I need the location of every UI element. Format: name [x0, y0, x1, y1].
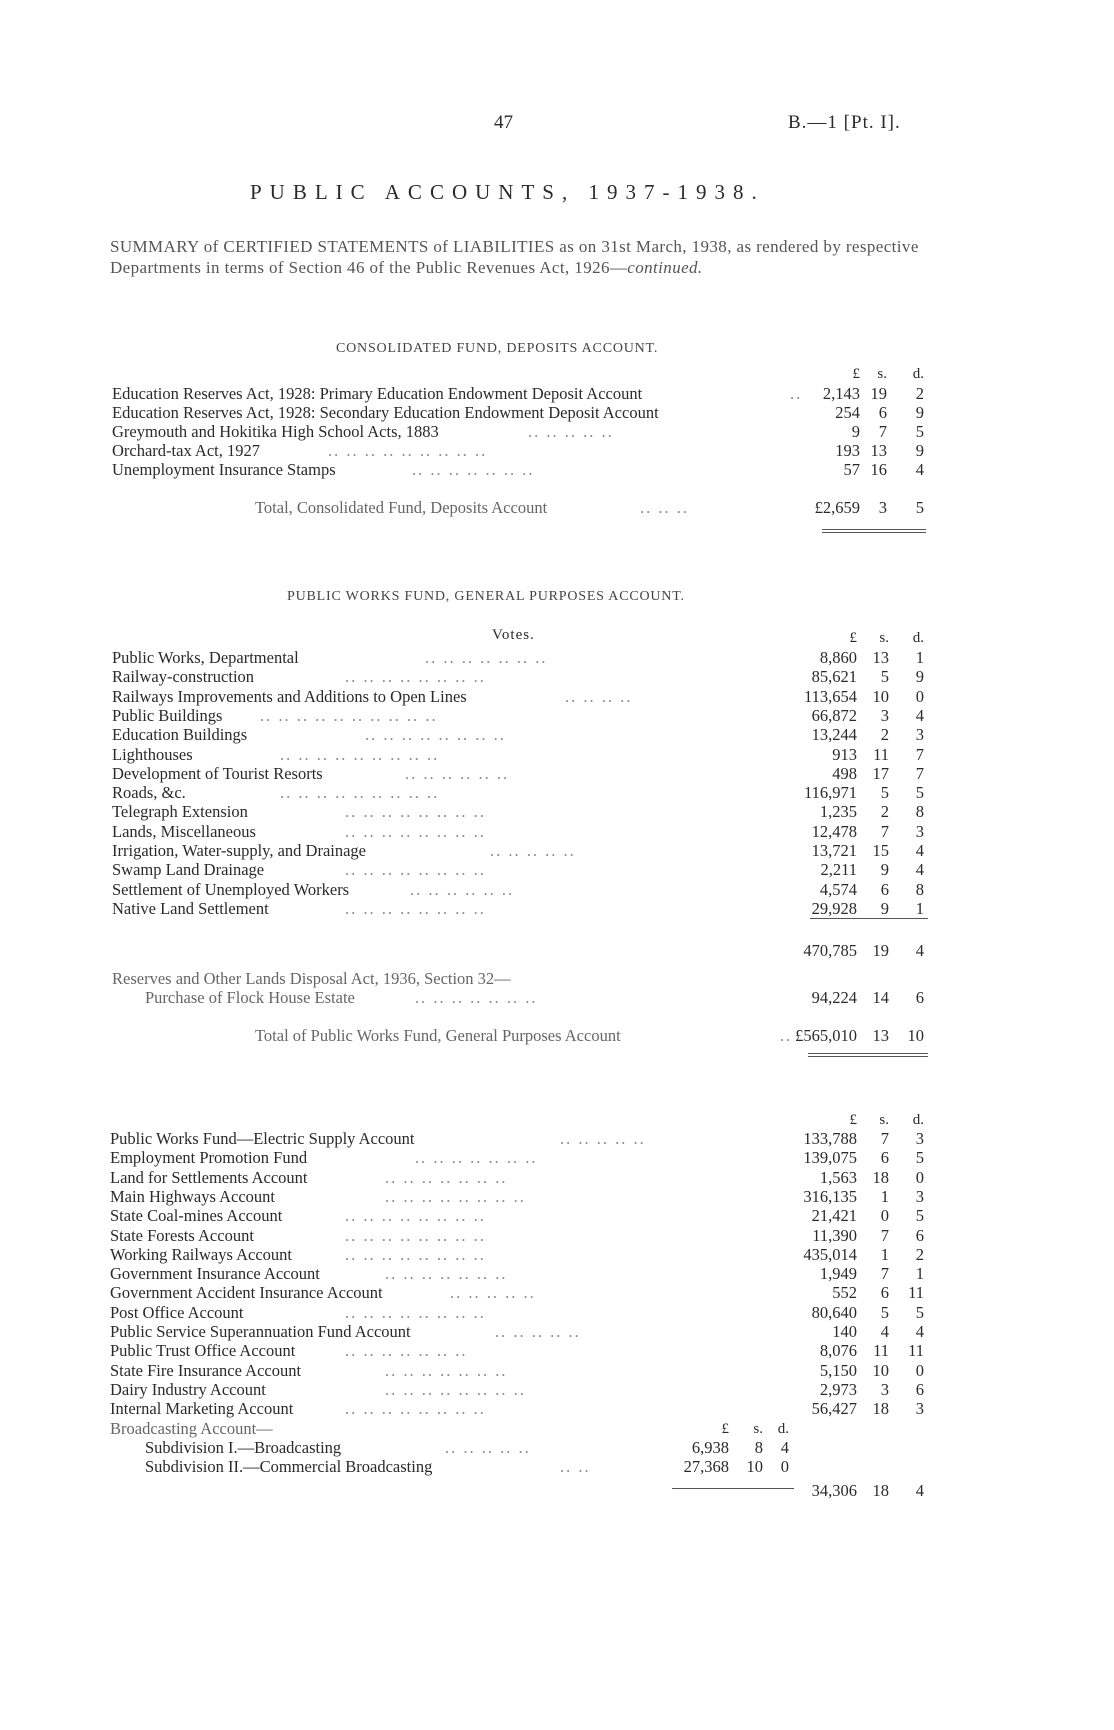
- amount-pounds: 57: [843, 460, 860, 479]
- amount-pounds: 8,860: [819, 648, 857, 667]
- header-pence: d.: [912, 630, 924, 646]
- row-label: Internal Marketing Account: [110, 1399, 294, 1419]
- broadcasting-total-shillings: 18: [872, 1481, 889, 1500]
- ledger-row: [0, 1245, 1114, 1265]
- amount-pence: 3: [915, 1186, 924, 1206]
- row-label: Public Works Fund—Electric Supply Account: [110, 1129, 415, 1148]
- amount-pounds: 2,973: [819, 1379, 857, 1399]
- amount-shillings: 17: [872, 763, 889, 783]
- amount-shillings: 6: [880, 1283, 889, 1303]
- currency-header: [0, 1110, 1114, 1130]
- ledger-row: [0, 1187, 1114, 1207]
- ledger-row: [0, 1264, 1114, 1284]
- row-leader: .. .. .. .. .. .. .. .. ..: [280, 744, 440, 764]
- row-label: Government Accident Insurance Account: [110, 1283, 383, 1303]
- reserves-pence: 6: [915, 988, 924, 1007]
- amount-pounds: 9: [851, 422, 860, 441]
- row-leader: .. .. .. .. .. .. .. ..: [345, 1399, 486, 1419]
- amount-pence: 7: [915, 744, 924, 764]
- row-label: Post Office Account: [110, 1302, 244, 1322]
- ledger-row: [0, 1361, 1114, 1381]
- total-pounds: £565,010: [795, 1026, 857, 1045]
- header-shillings: s.: [879, 1112, 889, 1128]
- amount-pounds: 12,478: [811, 821, 857, 841]
- amount-pence: 2: [915, 384, 924, 403]
- row-label: Orchard-tax Act, 1927: [112, 441, 260, 460]
- subtotal-row: [0, 941, 1114, 961]
- row-leader: .. .. .. .. .. .. .. .. ..: [280, 783, 440, 803]
- total-shillings: 3: [878, 498, 887, 517]
- row-label: Roads, &c.: [112, 783, 186, 803]
- amount-shillings: 10: [872, 686, 889, 706]
- amount-pounds: 133,788: [803, 1129, 857, 1148]
- amount-pence: 4: [915, 705, 924, 725]
- row-label: Lighthouses: [112, 744, 193, 764]
- ledger-row: [0, 783, 1114, 803]
- row-label: Subdivision I.—Broadcasting: [145, 1438, 342, 1457]
- row-leader: .. .. .. .. .. .. .. ..: [345, 802, 486, 822]
- amount-pounds: 11,390: [812, 1225, 857, 1245]
- ledger-row: [0, 441, 1114, 461]
- amount-shillings: 18: [872, 1167, 889, 1187]
- double-rule: [808, 1056, 928, 1057]
- row-label: Swamp Land Drainage: [112, 860, 265, 880]
- ledger-row: [0, 1226, 1114, 1246]
- amount-pounds: 1,235: [819, 802, 857, 822]
- row-label: Irrigation, Water-supply, and Drainage: [112, 841, 367, 860]
- amount-pence: 3: [915, 725, 924, 745]
- amount-pounds: 193: [835, 441, 860, 460]
- amount-shillings: 9: [880, 898, 889, 918]
- subtotal-pounds: 470,785: [803, 941, 857, 960]
- ledger-row: [0, 899, 1114, 919]
- amount-shillings: 2: [880, 725, 889, 745]
- amount-pence: 4: [915, 860, 924, 880]
- broadcasting-total-pounds: 34,306: [811, 1481, 857, 1500]
- amount-shillings: 7: [880, 821, 889, 841]
- amount-pence: 5: [915, 783, 924, 803]
- amount-pounds: 8,076: [819, 1341, 857, 1361]
- row-leader: ..: [790, 384, 803, 403]
- broadcasting-total-pence: 4: [915, 1481, 924, 1500]
- summary-text: SUMMARY of CERTIFIED STATEMENTS of LIABILITIES as on 31st March, 1938, as rendered by respective Departments in terms of Section 46 of the Public Revenues Act,: [110, 237, 919, 277]
- amount-pence: 11: [908, 1283, 924, 1303]
- row-leader: .. .. .. .. .. .. ..: [345, 1341, 468, 1361]
- row-leader: .. ..: [560, 1457, 591, 1477]
- amount-shillings: 5: [880, 667, 889, 687]
- row-label: Telegraph Extension: [112, 802, 248, 822]
- header-shillings: s.: [879, 630, 889, 646]
- amount-pence: 2: [915, 1244, 924, 1264]
- page-title: PUBLIC ACCOUNTS, 1937-1938.: [250, 180, 765, 204]
- amount-pence: 1: [915, 898, 924, 918]
- amount-pounds: 316,135: [803, 1186, 857, 1206]
- amount-pounds: 13,721: [811, 841, 857, 860]
- amount-shillings: 4: [880, 1322, 889, 1341]
- header-pounds: £: [849, 630, 857, 646]
- ledger-row: [0, 460, 1114, 480]
- total-pence: 10: [907, 1026, 924, 1045]
- ledger-row: [0, 422, 1114, 442]
- amount-shillings: 7: [880, 1129, 889, 1148]
- ledger-row: [0, 725, 1114, 745]
- ledger-row: [0, 1322, 1114, 1342]
- reserves-purchase-label: Purchase of Flock House Estate: [145, 988, 355, 1007]
- amount-shillings: 5: [880, 1302, 889, 1322]
- currency-header: [0, 1419, 1114, 1439]
- amount-pounds: 2,211: [820, 860, 857, 880]
- reserves-shillings: 14: [872, 988, 889, 1007]
- row-leader: .. .. .. .. .. .. ..: [385, 1264, 508, 1284]
- row-leader: .. .. .. .. .. ..: [405, 763, 510, 783]
- amount-pounds: 116,971: [803, 783, 857, 803]
- ledger-row: [0, 706, 1114, 726]
- amount-pence: 0: [915, 1167, 924, 1187]
- row-leader: .. .. .. .. ..: [528, 422, 614, 441]
- amount-pence: 9: [915, 403, 924, 422]
- ledger-row: [0, 1283, 1114, 1303]
- row-label: Land for Settlements Account: [110, 1167, 308, 1187]
- amount-shillings: 6: [880, 879, 889, 899]
- amount-shillings: 9: [880, 860, 889, 880]
- amount-pence: 5: [915, 1302, 924, 1322]
- amount-shillings: 3: [880, 1379, 889, 1399]
- amount-shillings: 7: [878, 422, 887, 441]
- amount-pounds: 2,143: [822, 384, 860, 403]
- amount-shillings: 19: [870, 384, 887, 403]
- amount-pounds: 85,621: [811, 667, 857, 687]
- row-label: Public Works, Departmental: [112, 648, 299, 667]
- row-leader: .. .. .. .. .. .. .. ..: [345, 1244, 486, 1264]
- amount-pounds: 140: [832, 1322, 857, 1341]
- amount-pounds: 21,421: [811, 1206, 857, 1226]
- amount-pounds: 913: [832, 744, 857, 764]
- amount-shillings: 3: [880, 705, 889, 725]
- ledger-row: [0, 403, 1114, 423]
- broadcasting-label: Broadcasting Account—: [110, 1419, 273, 1438]
- ledger-row: [0, 880, 1114, 900]
- row-label: Railway-construction: [112, 667, 255, 687]
- amount-shillings: 10: [872, 1360, 889, 1380]
- row-leader: .. .. .. .. .. .. ..: [415, 1148, 538, 1168]
- row-label: Education Reserves Act, 1928: Primary Education Endowment Deposit Account: [112, 384, 643, 403]
- subtotal-shillings: 19: [872, 941, 889, 960]
- amount-pounds: 254: [835, 403, 860, 422]
- row-leader: .. .. .. .. .. .. .. ..: [385, 1186, 526, 1206]
- reserves-leader: .. .. .. .. .. .. ..: [415, 988, 538, 1007]
- ledger-row: [0, 1341, 1114, 1361]
- amount-pence: 3: [915, 821, 924, 841]
- amount-pounds: 1,949: [819, 1264, 857, 1284]
- public-works-heading: PUBLIC WORKS FUND, GENERAL PURPOSES ACCOUNT.: [287, 589, 685, 604]
- amount-shillings: 18: [872, 1399, 889, 1419]
- ledger-row: [0, 1129, 1114, 1149]
- ledger-row: [0, 384, 1114, 404]
- row-leader: .. .. .. ..: [565, 686, 633, 706]
- amount-pounds: 13,244: [811, 725, 857, 745]
- row-leader: .. .. .. .. .. .. .. ..: [345, 1225, 486, 1245]
- row-leader: .. .. .. .. ..: [445, 1438, 531, 1457]
- consolidated-total-row: [0, 498, 1114, 518]
- row-label: State Forests Account: [110, 1225, 254, 1245]
- row-label: Greymouth and Hokitika High School Acts, 1883: [112, 422, 439, 441]
- amount-pence: 7: [915, 763, 924, 783]
- row-label: Main Highways Account: [110, 1186, 275, 1206]
- row-leader: .. .. .. .. .. .. .. ..: [345, 1302, 486, 1322]
- total-leader: .. .. ..: [640, 498, 689, 517]
- ledger-row: [0, 1148, 1114, 1168]
- amount-pounds: 113,654: [803, 686, 857, 706]
- amount-pence: 3: [915, 1399, 924, 1419]
- votes-label: Votes.: [492, 627, 535, 643]
- reserves-label: Reserves and Other Lands Disposal Act, 1936, Section 32—: [112, 969, 511, 988]
- ledger-row: [0, 860, 1114, 880]
- header-pence: d.: [912, 1112, 924, 1128]
- double-rule: [822, 529, 926, 530]
- reserves-pounds: 94,224: [811, 988, 857, 1007]
- row-label: Working Railways Account: [110, 1244, 292, 1264]
- reserves-row: [0, 969, 1114, 989]
- row-leader: .. .. .. .. ..: [490, 841, 576, 860]
- page-number: 47: [494, 112, 513, 133]
- header-shillings: s.: [753, 1421, 763, 1437]
- amount-pence: 6: [915, 1379, 924, 1399]
- row-leader: .. .. .. .. ..: [495, 1322, 581, 1341]
- amount-pounds: 435,014: [803, 1244, 857, 1264]
- amount-pence: 1: [915, 648, 924, 667]
- amount-pounds: 29,928: [811, 898, 857, 918]
- row-leader: .. .. .. .. .. .. ..: [412, 460, 535, 479]
- row-label: State Fire Insurance Account: [110, 1360, 302, 1380]
- total-label: Total of Public Works Fund, General Purposes Account: [255, 1026, 621, 1045]
- broadcasting-total-row: [0, 1481, 1114, 1501]
- amount-shillings: 6: [878, 403, 887, 422]
- amount-shillings: 13: [872, 648, 889, 667]
- amount-pence: 5: [915, 422, 924, 441]
- amount-pounds: 4,574: [819, 879, 857, 899]
- amount-pounds: 552: [832, 1283, 857, 1303]
- reserves-row: [0, 988, 1114, 1008]
- total-leader: ..: [780, 1026, 793, 1045]
- currency-header: [0, 628, 1114, 648]
- row-label: Public Trust Office Account: [110, 1341, 296, 1361]
- row-label: Education Buildings: [112, 725, 248, 745]
- amount-shillings: 0: [880, 1206, 889, 1226]
- row-leader: .. .. .. .. .. .. ..: [425, 648, 548, 667]
- total-label: Total, Consolidated Fund, Deposits Account: [255, 498, 548, 517]
- row-leader: .. .. .. .. .. .. .. ..: [385, 1379, 526, 1399]
- amount-shillings: 2: [880, 802, 889, 822]
- amount-pounds: 1,563: [819, 1167, 857, 1187]
- amount-shillings: 10: [746, 1457, 763, 1477]
- ledger-row: [0, 1438, 1114, 1458]
- row-leader: .. .. .. .. .. .. ..: [385, 1167, 508, 1187]
- ledger-row: [0, 1206, 1114, 1226]
- ledger-row: [0, 667, 1114, 687]
- summary-tail: 1926—: [574, 258, 628, 277]
- amount-shillings: 6: [880, 1148, 889, 1168]
- amount-pounds: 80,640: [811, 1302, 857, 1322]
- header-pounds: £: [849, 1112, 857, 1128]
- ledger-row: [0, 745, 1114, 765]
- document-reference: B.—1 [Pt. I].: [788, 112, 901, 133]
- row-leader: .. .. .. .. .. .. .. ..: [345, 821, 486, 841]
- total-pounds: £2,659: [814, 498, 860, 517]
- header-pence: d.: [912, 366, 924, 382]
- row-label: Unemployment Insurance Stamps: [112, 460, 336, 479]
- double-rule: [822, 532, 926, 533]
- row-leader: .. .. .. .. ..: [450, 1283, 536, 1303]
- amount-pence: 6: [915, 1225, 924, 1245]
- row-label: State Coal-mines Account: [110, 1206, 283, 1226]
- amount-shillings: 5: [880, 783, 889, 803]
- double-rule: [808, 1053, 928, 1054]
- amount-pounds: 498: [832, 763, 857, 783]
- amount-shillings: 7: [880, 1225, 889, 1245]
- ledger-row: [0, 1303, 1114, 1323]
- row-label: Lands, Miscellaneous: [112, 821, 256, 841]
- amount-pence: 3: [915, 1129, 924, 1148]
- ledger-row: [0, 1399, 1114, 1419]
- consolidated-heading: CONSOLIDATED FUND, DEPOSITS ACCOUNT.: [336, 341, 659, 356]
- subtotal-rule: [810, 918, 928, 919]
- amount-pence: 4: [780, 1438, 789, 1457]
- row-label: Development of Tourist Resorts: [112, 763, 323, 783]
- amount-pence: 1: [915, 1264, 924, 1284]
- row-label: Public Service Superannuation Fund Account: [110, 1322, 411, 1341]
- ledger-row: [0, 1168, 1114, 1188]
- header-pounds: £: [721, 1421, 729, 1437]
- amount-shillings: 11: [873, 1341, 889, 1361]
- public-works-total-row: [0, 1026, 1114, 1046]
- amount-pence: 4: [915, 841, 924, 860]
- amount-shillings: 8: [754, 1438, 763, 1457]
- summary-heading: [110, 236, 945, 278]
- row-label: Government Insurance Account: [110, 1264, 320, 1284]
- row-leader: .. .. .. .. .. ..: [410, 879, 515, 899]
- amount-shillings: 1: [880, 1186, 889, 1206]
- amount-pence: 8: [915, 879, 924, 899]
- amount-pence: 5: [915, 1148, 924, 1168]
- row-label: Dairy Industry Account: [110, 1379, 266, 1399]
- summary-continued: continued.: [627, 258, 703, 277]
- amount-pence: 8: [915, 802, 924, 822]
- amount-shillings: 7: [880, 1264, 889, 1284]
- amount-pence: 9: [915, 441, 924, 460]
- amount-pence: 0: [915, 686, 924, 706]
- amount-pence: 0: [780, 1457, 789, 1477]
- amount-pounds: 6,938: [691, 1438, 729, 1457]
- amount-pounds: 139,075: [803, 1148, 857, 1168]
- row-label: Subdivision II.—Commercial Broadcasting: [145, 1457, 433, 1477]
- header-pence: d.: [777, 1421, 789, 1437]
- row-label: Education Reserves Act, 1928: Secondary Education Endowment Deposit Account: [112, 403, 659, 422]
- amount-shillings: 1: [880, 1244, 889, 1264]
- amount-pounds: 56,427: [811, 1399, 857, 1419]
- row-leader: .. .. .. .. .. .. .. ..: [345, 860, 486, 880]
- total-shillings: 13: [872, 1026, 889, 1045]
- row-leader: .. .. .. .. .. .. .. ..: [345, 898, 486, 918]
- amount-pounds: 5,150: [819, 1360, 857, 1380]
- amount-pounds: 66,872: [811, 705, 857, 725]
- amount-pence: 4: [915, 460, 924, 479]
- ledger-row: [0, 822, 1114, 842]
- amount-shillings: 13: [870, 441, 887, 460]
- row-label: Employment Promotion Fund: [110, 1148, 308, 1168]
- row-label: Native Land Settlement: [112, 898, 269, 918]
- subtotal-pence: 4: [915, 941, 924, 960]
- amount-shillings: 11: [873, 744, 889, 764]
- row-label: Settlement of Unemployed Workers: [112, 879, 350, 899]
- ledger-row: [0, 841, 1114, 861]
- row-leader: .. .. .. .. .. .. .. ..: [345, 1206, 486, 1226]
- header-shillings: s.: [877, 366, 887, 382]
- amount-shillings: 16: [870, 460, 887, 479]
- ledger-row: [0, 687, 1114, 707]
- ledger-row: [0, 764, 1114, 784]
- amount-pence: 9: [915, 667, 924, 687]
- amount-pounds: 27,368: [683, 1457, 729, 1477]
- ledger-row: [0, 802, 1114, 822]
- row-label: Public Buildings: [112, 705, 223, 725]
- amount-pence: 0: [915, 1360, 924, 1380]
- currency-header: [0, 364, 1114, 384]
- header-pounds: £: [852, 366, 860, 382]
- amount-pence: 11: [908, 1341, 924, 1361]
- row-leader: .. .. .. .. ..: [560, 1129, 646, 1148]
- ledger-row: [0, 1380, 1114, 1400]
- ledger-row: [0, 648, 1114, 668]
- amount-pence: 5: [915, 1206, 924, 1226]
- ledger-row: [0, 1457, 1114, 1477]
- row-label: Railways Improvements and Additions to Open Lines: [112, 686, 467, 706]
- row-leader: .. .. .. .. .. .. .. ..: [345, 667, 486, 687]
- amount-pence: 4: [915, 1322, 924, 1341]
- row-leader: .. .. .. .. .. .. .. .. ..: [328, 441, 488, 460]
- row-leader: .. .. .. .. .. .. ..: [385, 1360, 508, 1380]
- row-leader: .. .. .. .. .. .. .. ..: [365, 725, 506, 745]
- amount-shillings: 15: [872, 841, 889, 860]
- row-leader: .. .. .. .. .. .. .. .. .. ..: [260, 705, 438, 725]
- total-pence: 5: [915, 498, 924, 517]
